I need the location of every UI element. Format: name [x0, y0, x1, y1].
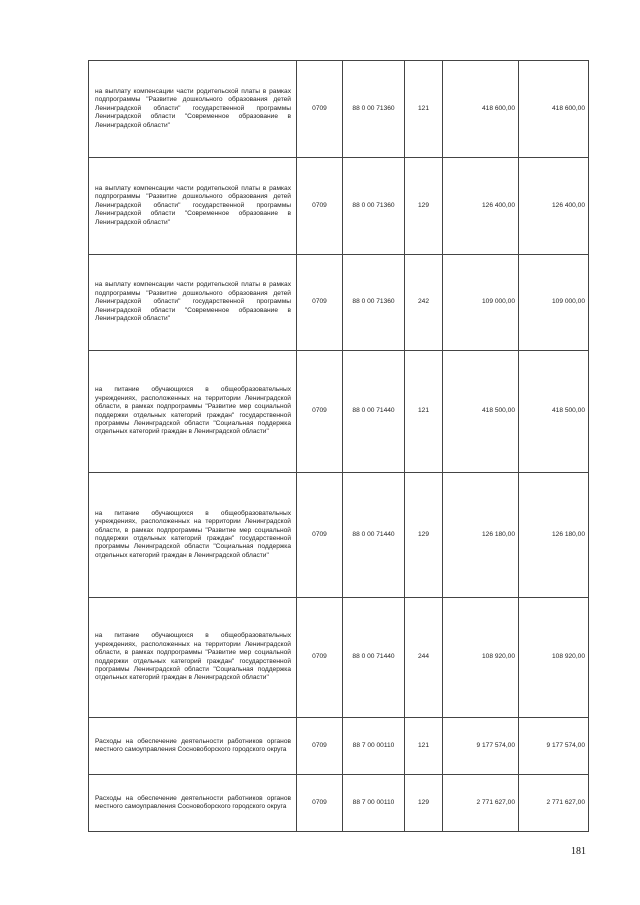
amount-cell: 418 500,00	[443, 351, 519, 473]
section-code-cell: 0709	[297, 473, 343, 598]
table-row	[89, 775, 589, 832]
expense-type-cell: 129	[405, 775, 443, 832]
total-amount-cell: 2 771 627,00	[519, 775, 589, 832]
expense-type-cell: 121	[405, 351, 443, 473]
expense-name-cell: Расходы на обеспечение деятельности работников органов местного самоуправления Сосновоборского городского округа	[89, 775, 297, 832]
table-row	[89, 61, 589, 158]
amount-cell: 418 600,00	[443, 61, 519, 158]
table-row	[89, 473, 589, 598]
expense-name-cell: на выплату компенсации части родительской платы в рамках подпрограммы "Развитие дошкольного образования детей Ленинградской области" государственной программы Ленинградской области "Современное образование в Ленинградской области"	[89, 255, 297, 351]
target-code-cell: 88 0 00 71440	[343, 473, 405, 598]
table-row	[89, 255, 589, 351]
table-row	[89, 598, 589, 718]
budget-table	[88, 60, 589, 832]
target-code-cell: 88 0 00 71440	[343, 598, 405, 718]
expense-name-cell: на питание обучающихся в общеобразовательных учреждениях, расположенных на территории Ленинградской области, в рамках подпрограммы "Развитие мер социальной поддержки отдельных категорий граждан" государственной программы Ленинградской области "Социальная поддержка отдельных категорий граждан в Ленинградской области"	[89, 351, 297, 473]
section-code-cell: 0709	[297, 718, 343, 775]
target-code-cell: 88 0 00 71440	[343, 351, 405, 473]
expense-type-cell: 244	[405, 598, 443, 718]
expense-name-cell: на выплату компенсации части родительской платы в рамках подпрограммы "Развитие дошкольного образования детей Ленинградской области" государственной программы Ленинградской области "Современное образование в Ленинградской области"	[89, 61, 297, 158]
total-amount-cell: 418 500,00	[519, 351, 589, 473]
table-row	[89, 351, 589, 473]
total-amount-cell: 418 600,00	[519, 61, 589, 158]
expense-name-cell: на питание обучающихся в общеобразовательных учреждениях, расположенных на территории Ленинградской области, в рамках подпрограммы "Развитие мер социальной поддержки отдельных категорий граждан" государственной программы Ленинградской области "Социальная поддержка отдельных категорий граждан в Ленинградской области"	[89, 473, 297, 598]
expense-name-cell: на питание обучающихся в общеобразовательных учреждениях, расположенных на территории Ленинградской области, в рамках подпрограммы "Развитие мер социальной поддержки отдельных категорий граждан" государственной программы Ленинградской области "Социальная поддержка отдельных категорий граждан в Ленинградской области"	[89, 598, 297, 718]
amount-cell: 126 180,00	[443, 473, 519, 598]
target-code-cell: 88 0 00 71360	[343, 158, 405, 255]
total-amount-cell: 108 920,00	[519, 598, 589, 718]
amount-cell: 126 400,00	[443, 158, 519, 255]
amount-cell: 2 771 627,00	[443, 775, 519, 832]
expense-type-cell: 129	[405, 473, 443, 598]
amount-cell: 108 920,00	[443, 598, 519, 718]
expense-name-cell: на выплату компенсации части родительской платы в рамках подпрограммы "Развитие дошкольного образования детей Ленинградской области" государственной программы Ленинградской области "Современное образование в Ленинградской области"	[89, 158, 297, 255]
total-amount-cell: 126 400,00	[519, 158, 589, 255]
total-amount-cell: 109 000,00	[519, 255, 589, 351]
expense-type-cell: 242	[405, 255, 443, 351]
expense-type-cell: 121	[405, 61, 443, 158]
section-code-cell: 0709	[297, 158, 343, 255]
target-code-cell: 88 7 00 00110	[343, 775, 405, 832]
total-amount-cell: 9 177 574,00	[519, 718, 589, 775]
section-code-cell: 0709	[297, 61, 343, 158]
amount-cell: 109 000,00	[443, 255, 519, 351]
page-number: 181	[571, 846, 586, 857]
expense-name-cell: Расходы на обеспечение деятельности работников органов местного самоуправления Сосновоборского городского округа	[89, 718, 297, 775]
section-code-cell: 0709	[297, 351, 343, 473]
target-code-cell: 88 7 00 00110	[343, 718, 405, 775]
table-row	[89, 158, 589, 255]
section-code-cell: 0709	[297, 598, 343, 718]
target-code-cell: 88 0 00 71360	[343, 255, 405, 351]
section-code-cell: 0709	[297, 255, 343, 351]
total-amount-cell: 126 180,00	[519, 473, 589, 598]
section-code-cell: 0709	[297, 775, 343, 832]
expense-type-cell: 129	[405, 158, 443, 255]
amount-cell: 9 177 574,00	[443, 718, 519, 775]
expense-type-cell: 121	[405, 718, 443, 775]
target-code-cell: 88 0 00 71360	[343, 61, 405, 158]
table-row	[89, 718, 589, 775]
